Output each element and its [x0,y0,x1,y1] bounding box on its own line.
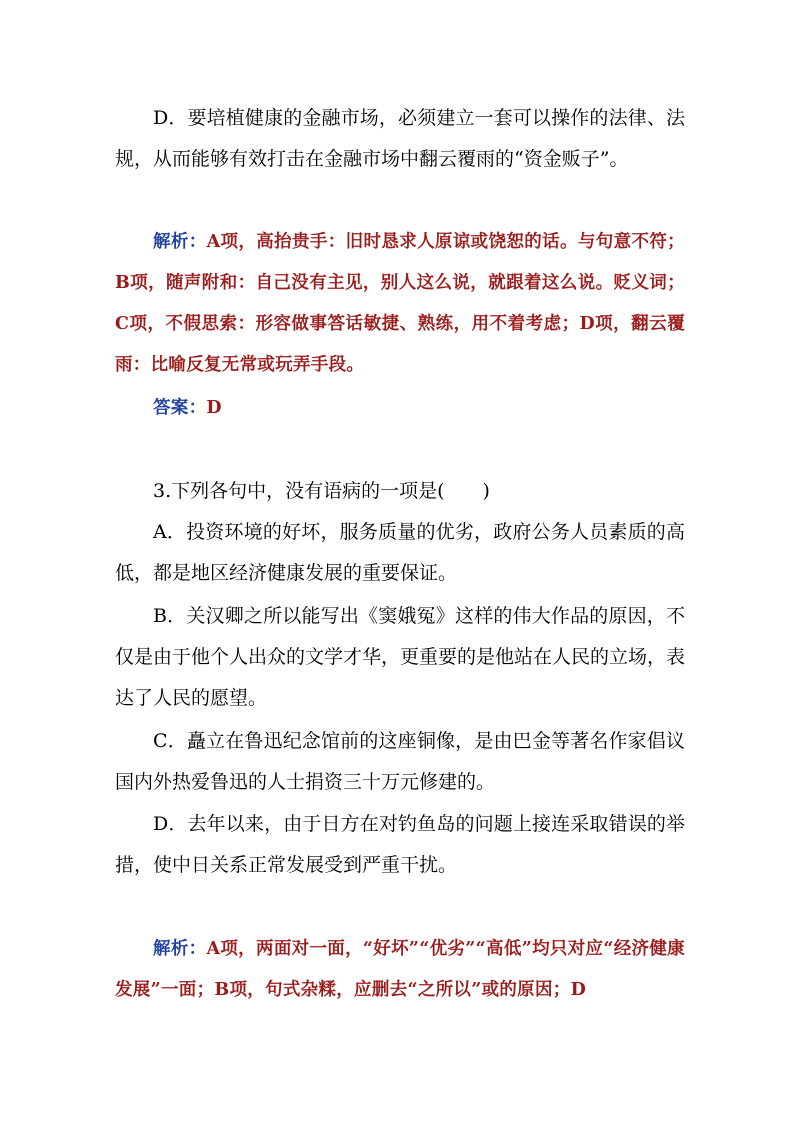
q2-option-d: D．要培植健康的金融市场，必须建立一套可以操作的法律、法规，从而能够有效打击在金融市场中翻云覆雨的“资金贩子”。 [115,107,685,170]
analysis-label: 解析： [153,939,207,959]
q3-analysis [115,929,685,1011]
q3-option-b: B．关汉卿之所以能写出《窦娥冤》这样的伟大作品的原因，不仅是由于他个人出众的文学才华，更重要的是他站在人民的立场，表达了人民的愿望。 [115,605,686,709]
answer-label: 答案： [153,398,207,418]
q2-analysis [115,222,685,386]
answer-value: D [206,398,222,418]
q3-option-d: D．去年以来，由于日方在对钓鱼岛的问题上接连采取错误的举措，使中日关系正常发展受到严重干扰。 [115,813,685,876]
analysis-label: 解析： [153,232,207,252]
q3-option-a: A．投资环境的好坏，服务质量的优劣，政府公务人员素质的高低，都是地区经济健康发展的重要保证。 [115,521,685,584]
q2-answer [115,388,685,429]
analysis-text: A项，高抬贵手：旧时恳求人原谅或饶恕的话。与句意不符；B项，随声附和：自己没有主见，别人这么说，就跟着这么说。贬义词；C项，不假思索：形容做事答话敏捷、熟练，用不着考虑；D项，翻云覆雨：比喻反复无常或玩弄手段。 [115,232,685,375]
analysis-text: A项，两面对一面，“好坏”“优劣”“高低”均只对应“经济健康发展”一面；B项，句式杂糅，应删去“之所以”或的原因；D [115,939,685,1000]
q3-stem: 3.下列各句中，没有语病的一项是( ) [153,480,490,502]
q3-option-c: C．矗立在鲁迅纪念馆前的这座铜像，是由巴金等著名作家倡议国内外热爱鲁迅的人士捐资三十万元修建的。 [115,730,685,793]
